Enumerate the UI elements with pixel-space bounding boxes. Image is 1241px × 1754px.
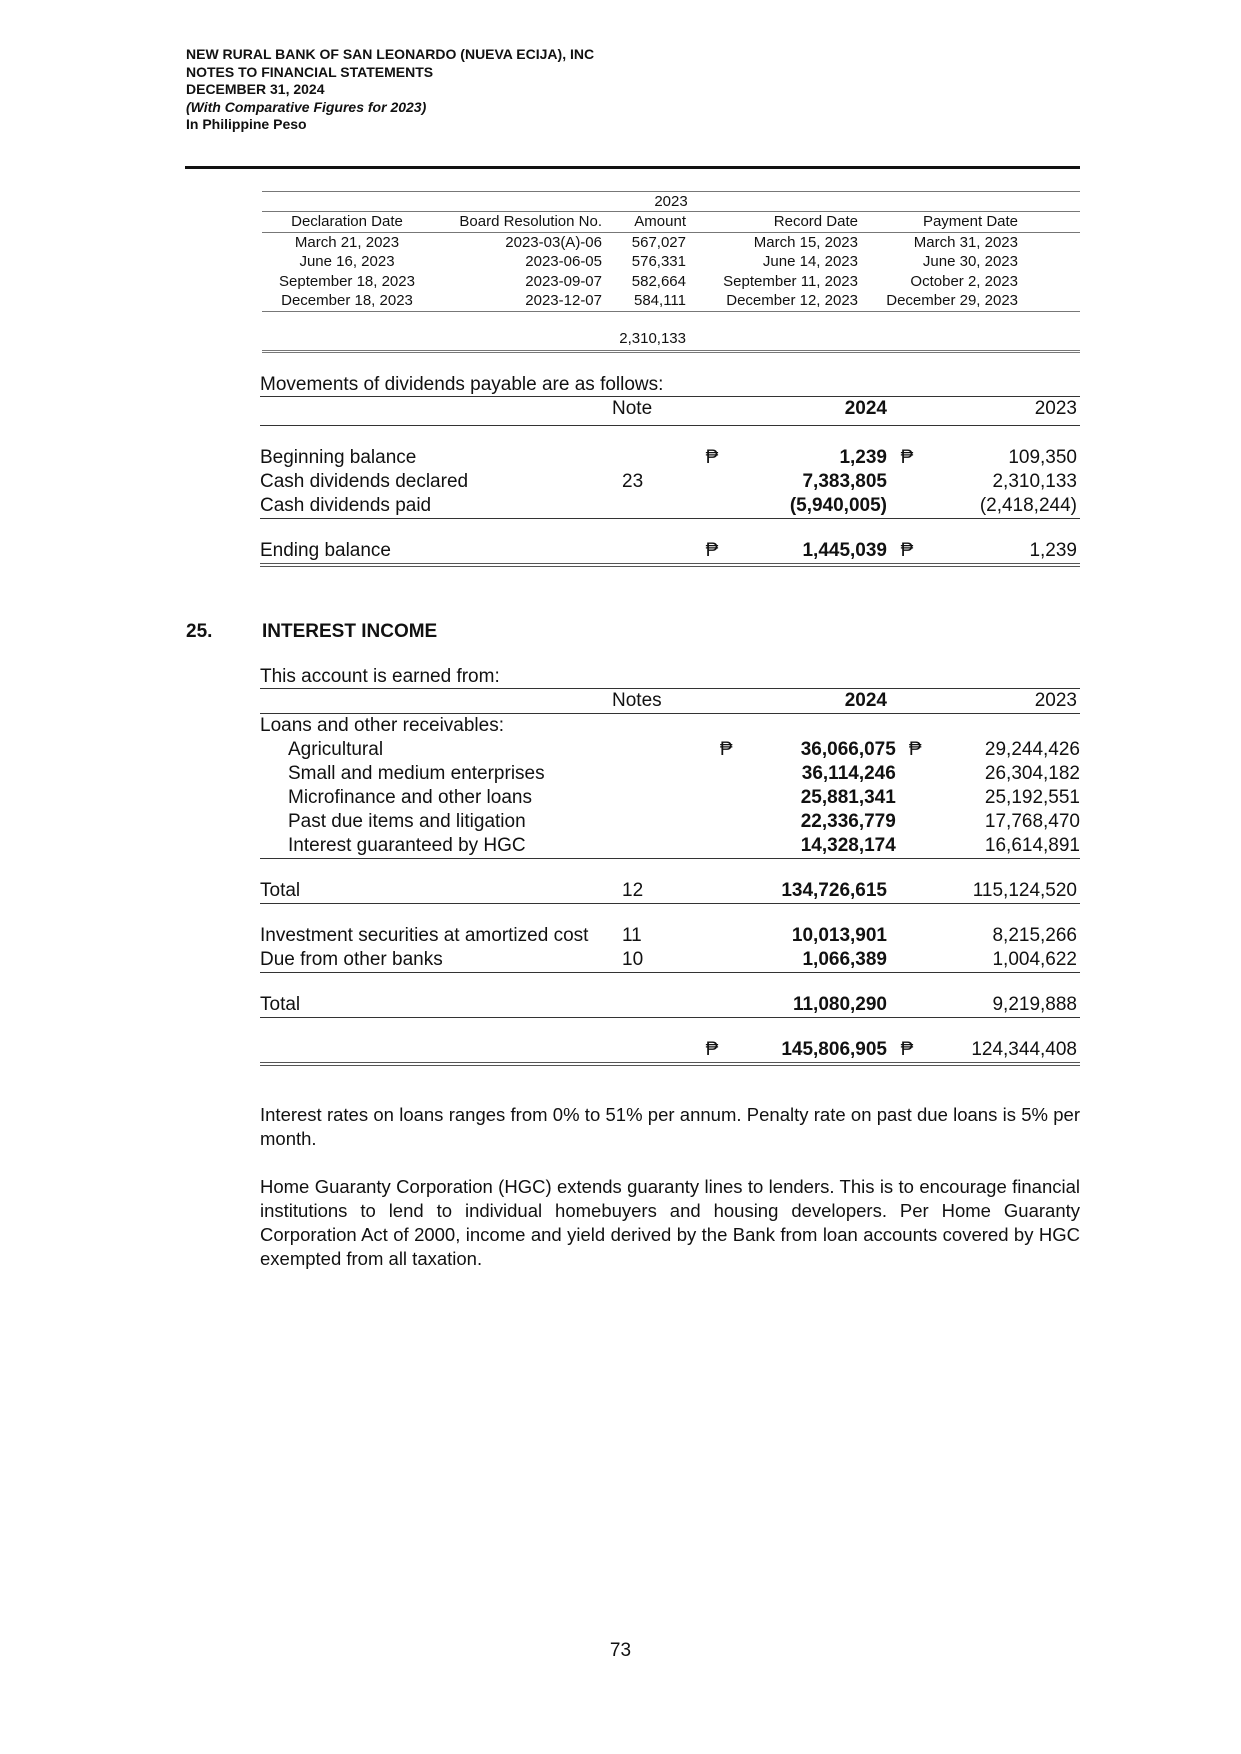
peso-sign: ₱: [719, 739, 733, 760]
cell-declaration-date: June 16, 2023: [299, 253, 395, 270]
value-2023: 8,215,266: [992, 925, 1077, 946]
value-2024: 10,013,901: [791, 925, 887, 946]
value-2024: 25,881,341: [800, 787, 896, 808]
col-record-date: Record Date: [773, 213, 858, 230]
loan-row: [260, 738, 1080, 762]
cell-payment-date: October 2, 2023: [910, 272, 1018, 290]
other-income-row: [260, 924, 1080, 948]
value-2023: 29,244,426: [984, 739, 1080, 760]
table-row: [262, 272, 1080, 292]
movement-row: [260, 494, 1080, 519]
cell-record-date: September 11, 2023: [723, 272, 858, 290]
row-label: Cash dividends declared: [260, 471, 469, 492]
peso-sign: ₱: [900, 540, 914, 561]
movement-row: [260, 446, 1080, 470]
row-note: 12: [622, 880, 644, 901]
row-label: Interest guaranteed by HGC: [288, 835, 526, 856]
cell-payment-date: March 31, 2023: [913, 233, 1018, 251]
table-row: [262, 252, 1080, 272]
table-row: [262, 291, 1080, 312]
col-payment-date: Payment Date: [922, 213, 1018, 230]
section-heading: [186, 621, 437, 643]
loans-total-row: [260, 879, 1080, 904]
movement-intro: [260, 374, 1080, 397]
group-label-row: [260, 714, 1080, 738]
value-2023: 17,768,470: [984, 811, 1080, 832]
row-label: Past due items and litigation: [288, 811, 526, 832]
value-2023: 115,124,520: [972, 880, 1077, 901]
interest-intro: [260, 666, 1080, 689]
grand-total-row: [260, 1038, 1080, 1066]
page-number: 73: [609, 1640, 632, 1661]
dividends-movement-table: [260, 374, 1080, 567]
row-label: Microfinance and other loans: [288, 787, 532, 808]
value-2023: (2,418,244): [979, 495, 1077, 516]
row-note: 23: [622, 471, 644, 492]
cell-declaration-date: September 18, 2023: [279, 272, 415, 290]
table-year-header: 2023: [262, 191, 1080, 212]
table-total-row: [262, 328, 1080, 353]
interest-header-row: [260, 689, 1080, 714]
movement-ending-row: [260, 539, 1080, 567]
value-2023: 124,344,408: [971, 1039, 1077, 1060]
table-row: [262, 233, 1080, 253]
value-2024: 22,336,779: [800, 811, 896, 832]
cell-record-date: March 15, 2023: [753, 233, 858, 251]
col-2024: 2024: [844, 690, 887, 711]
value-2024: (5,940,005): [789, 495, 887, 516]
cell-declaration-date: December 18, 2023: [281, 292, 413, 309]
value-2024: 36,114,246: [801, 763, 896, 784]
row-note: 10: [622, 949, 644, 970]
loan-row: [260, 834, 1080, 859]
value-2023: 109,350: [1008, 447, 1077, 468]
value-2023: 26,304,182: [984, 763, 1080, 784]
value-2024: 7,383,805: [802, 471, 887, 492]
cell-board-resolution: 2023-09-07: [525, 272, 602, 290]
value-2024: 1,445,039: [802, 540, 887, 561]
interest-income-table: [260, 666, 1080, 1066]
cell-record-date: June 14, 2023: [762, 253, 858, 270]
interest-intro-text: This account is earned from:: [260, 666, 500, 687]
value-2024: 145,806,905: [781, 1039, 887, 1060]
value-2024: 36,066,075: [800, 739, 896, 760]
peso-sign: ₱: [705, 447, 719, 468]
row-label: Small and medium enterprises: [288, 763, 545, 784]
value-2023: 25,192,551: [984, 787, 1080, 808]
dividend-declarations-table: [262, 191, 1080, 353]
movement-intro-text: Movements of dividends payable are as follows:: [260, 374, 664, 395]
movement-row: [260, 470, 1080, 494]
value-2024: 1,066,389: [802, 949, 887, 970]
value-2023: 1,004,622: [992, 949, 1077, 970]
value-2023: 1,239: [1029, 540, 1077, 561]
row-label: Beginning balance: [260, 447, 417, 468]
currency-note: In Philippine Peso: [186, 116, 307, 132]
header-rule: [185, 166, 1080, 169]
col-amount: Amount: [634, 213, 686, 230]
cell-record-date: December 12, 2023: [726, 292, 858, 309]
row-label: Total: [260, 880, 301, 901]
cell-amount: 576,331: [631, 253, 686, 270]
value-2023: 9,219,888: [992, 994, 1077, 1015]
movement-header-row: [260, 397, 1080, 426]
cell-payment-date: June 30, 2023: [922, 253, 1018, 270]
row-label: Agricultural: [288, 739, 384, 760]
interest-rates-paragraph: Interest rates on loans ranges from 0% to 51% per annum. Penalty rate on past due loans is 5% per month.: [260, 1104, 1080, 1149]
col-notes: Notes: [612, 690, 662, 711]
others-total-row: [260, 993, 1080, 1018]
dividends-total: 2,310,133: [619, 329, 686, 347]
group-label: Loans and other receivables:: [260, 715, 504, 736]
section-title: INTEREST INCOME: [262, 621, 438, 642]
cell-board-resolution: 2023-12-07: [525, 292, 602, 309]
cell-amount: 567,027: [631, 233, 686, 251]
document-header: [186, 46, 594, 134]
row-label: Cash dividends paid: [260, 495, 432, 516]
peso-sign: ₱: [900, 447, 914, 468]
row-label: Investment securities at amortized cost: [260, 925, 589, 946]
loan-row: [260, 762, 1080, 786]
col-2024: 2024: [844, 398, 887, 419]
col-2023: 2023: [1034, 398, 1077, 419]
cell-amount: 584,111: [634, 292, 686, 309]
peso-sign: ₱: [705, 540, 719, 561]
row-label: Total: [260, 994, 301, 1015]
cell-payment-date: December 29, 2023: [886, 292, 1018, 309]
statement-title: NOTES TO FINANCIAL STATEMENTS: [186, 63, 434, 80]
cell-board-resolution: 2023-03(A)-06: [505, 233, 602, 251]
col-declaration-date: Declaration Date: [291, 213, 403, 230]
table-header-row: [262, 212, 1080, 233]
col-2023: 2023: [1034, 690, 1077, 711]
section-number: 25.: [186, 621, 213, 642]
peso-sign: ₱: [705, 1039, 719, 1060]
value-2024: 1,239: [839, 447, 887, 468]
cell-board-resolution: 2023-06-05: [525, 253, 602, 270]
value-2023: 2,310,133: [992, 471, 1077, 492]
loan-row: [260, 810, 1080, 834]
comparative-note: (With Comparative Figures for 2023): [186, 98, 427, 115]
row-label: Ending balance: [260, 540, 391, 561]
value-2024: 11,080,290: [792, 994, 887, 1015]
cell-amount: 582,664: [631, 272, 686, 290]
col-board-resolution: Board Resolution No.: [459, 213, 602, 230]
row-note: 11: [622, 925, 642, 946]
peso-sign: ₱: [908, 739, 922, 760]
peso-sign: ₱: [900, 1039, 914, 1060]
value-2024: 134,726,615: [781, 880, 887, 901]
value-2023: 16,614,891: [984, 835, 1080, 856]
loan-row: [260, 786, 1080, 810]
row-label: Due from other banks: [260, 949, 443, 970]
cell-declaration-date: March 21, 2023: [294, 233, 400, 251]
statement-date: DECEMBER 31, 2024: [186, 81, 325, 97]
col-note: Note: [612, 398, 653, 419]
other-income-row: [260, 948, 1080, 973]
company-name: NEW RURAL BANK OF SAN LEONARDO (NUEVA ECIJA), INC: [186, 46, 595, 62]
value-2024: 14,328,174: [800, 835, 896, 856]
hgc-paragraph: Home Guaranty Corporation (HGC) extends guaranty lines to lenders. This is to encourage financial institutions to lend to individual homebuyers and housing developers. Per Home Guaranty Corporation Act of 2000, income and yield derived by the Bank from loan accounts covered by HGC exempted from all taxation.: [260, 1176, 1080, 1269]
